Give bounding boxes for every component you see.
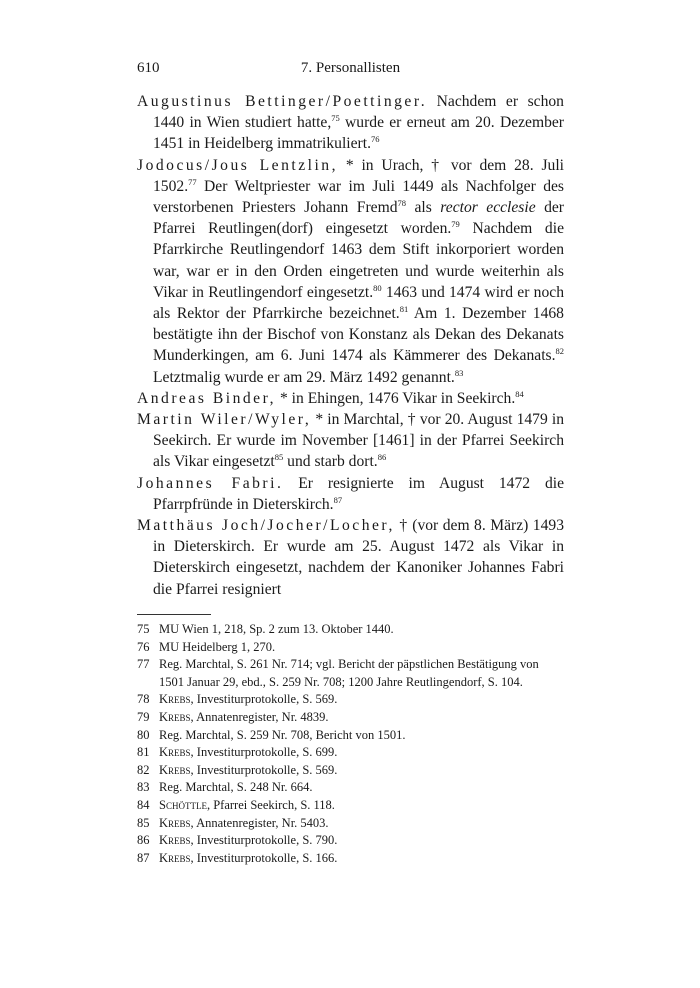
person-name: Martin Wiler/Wyler, xyxy=(137,411,312,429)
footnote-number: 79 xyxy=(137,709,150,724)
entry-text: * in Ehingen, 1476 Vikar in Seekirch. xyxy=(279,389,516,407)
person-entry xyxy=(137,515,564,600)
footnote-text: , Investiturprotokolle, S. 790. xyxy=(190,833,338,848)
footnote-number: 80 xyxy=(137,727,150,742)
footnote xyxy=(137,762,564,780)
footnote-text: Reg. Marchtal, S. 248 Nr. 664. xyxy=(159,780,313,795)
footnote xyxy=(137,779,564,797)
footnote-ref: 81 xyxy=(399,304,409,315)
footnote-text: , Investiturprotokolle, S. 569. xyxy=(190,762,338,777)
author-name: Schöttle xyxy=(159,797,207,812)
footnote-ref: 85 xyxy=(274,452,284,463)
latin-term: rector ecclesie xyxy=(440,199,536,217)
author-name: Krebs xyxy=(159,850,191,865)
footnote-ref: 86 xyxy=(377,452,387,463)
footnote-number: 81 xyxy=(137,745,150,760)
footnote-ref: 87 xyxy=(333,494,343,505)
entry-text: * in Urach, † vor dem 28. Juli 1502. xyxy=(153,156,564,195)
footnote-text: Reg. Marchtal, S. 259 Nr. 708, Bericht von 1501. xyxy=(159,727,406,742)
footnote xyxy=(137,815,564,833)
footnote-text: Reg. Marchtal, S. 261 Nr. 714; vgl. Bericht der päpstlichen Bestätigung von 1501 Januar 29, ebd., S. 259 Nr. 708; 1200 Jahre Reutlingendorf, S. 104. xyxy=(159,657,539,689)
footnote-text: , Pfarrei Seekirch, S. 118. xyxy=(206,797,335,812)
footnote-number: 87 xyxy=(137,850,150,865)
entry-text: Er resignierte im August 1472 die Pfarrpfründe in Dieterskirch. xyxy=(153,474,564,513)
person-name: Augustinus Bettinger/Poettinger. xyxy=(137,93,428,110)
entry-text: Letztmalig wurde er am 29. März 1492 genannt. xyxy=(153,368,455,386)
running-title: 7. Personallisten xyxy=(300,60,401,76)
author-name: Krebs xyxy=(159,745,191,760)
footnote-ref: 82 xyxy=(555,346,564,357)
main-text xyxy=(137,91,564,600)
entry-text: * in Marchtal, † vor 20. August 1479 in Seekirch. Er wurde im November [1461] in der Pfarrei Seekirch als Vikar eingesetzt xyxy=(153,411,564,471)
footnote-ref: 84 xyxy=(515,388,524,399)
footnote-text: MU Heidelberg 1, 270. xyxy=(159,639,276,654)
entry-text: Nachdem er schon 1440 in Wien studiert hatte, xyxy=(153,93,564,132)
author-name: Krebs xyxy=(159,692,191,707)
footnote-number: 83 xyxy=(137,780,150,795)
entry-text: als xyxy=(414,199,432,217)
person-name: Matthäus Joch/Jocher/Locher, xyxy=(137,517,395,535)
footnote-text: MU Wien 1, 218, Sp. 2 zum 13. Oktober 1440. xyxy=(159,622,394,636)
footnote-number: 85 xyxy=(137,815,150,830)
footnote xyxy=(137,744,564,762)
entry-text: Am 1. Dezember 1468 bestätigte ihn der Bischof von Konstanz als Dekan des Dekanats Munderkingen, am 6. Juni 1474 als Kämmerer des Dekanats. xyxy=(153,305,564,365)
person-name: Jodocus/Jous Lentzlin, xyxy=(137,156,338,174)
footnote xyxy=(137,691,564,709)
footnote-text: , Investiturprotokolle, S. 699. xyxy=(190,745,338,760)
footnote-number: 78 xyxy=(137,692,150,707)
footnote-text: , Investiturprotokolle, S. 166. xyxy=(190,850,338,865)
person-entry xyxy=(137,155,564,388)
footnote-text: , Annatenregister, Nr. 5403. xyxy=(190,815,329,830)
footnote-text: , Investiturprotokolle, S. 569. xyxy=(190,692,338,707)
footnote-number: 77 xyxy=(137,657,150,672)
footnote-divider xyxy=(137,614,211,615)
person-name: Andreas Binder, xyxy=(137,389,277,407)
footnote-number: 84 xyxy=(137,797,150,812)
footnote-number: 82 xyxy=(137,762,150,777)
entry-text: Der Weltpriester war im Juli 1449 als Nachfolger des verstorbenen Priesters Johann Fremd xyxy=(153,177,564,217)
footnote xyxy=(137,656,564,691)
footnote-ref: 78 xyxy=(397,198,407,209)
person-entry xyxy=(137,409,564,473)
author-name: Krebs xyxy=(159,833,191,848)
entry-text: 1463 und 1474 wird er noch als Rektor der Pfarrkirche bezeichnet. xyxy=(153,283,564,323)
person-entry xyxy=(137,388,564,409)
author-name: Krebs xyxy=(159,709,191,724)
footnote xyxy=(137,727,564,745)
footnote-ref: 75 xyxy=(331,113,340,124)
footnote xyxy=(137,850,564,868)
footnote xyxy=(137,621,564,639)
footnote xyxy=(137,639,564,657)
footnote-number: 86 xyxy=(137,833,150,848)
person-entry xyxy=(137,91,564,155)
author-name: Krebs xyxy=(159,815,191,830)
entry-text: † (vor dem 8. März) 1493 in Dieterskirch. Er wurde am 25. August 1472 als Vikar in Dieterskirch eingesetzt, nachdem der Kanoniker Johannes Fabri die Pfarrei resigniert xyxy=(153,517,564,598)
footnote-number: 75 xyxy=(137,622,150,636)
footnote-text: , Annatenregister, Nr. 4839. xyxy=(190,709,329,724)
entry-text: der Pfarrei Reutlingen(dorf) eingesetzt worden. xyxy=(153,199,565,238)
author-name: Krebs xyxy=(159,762,191,777)
person-name: Johannes Fabri. xyxy=(137,474,284,492)
entry-text: Nachdem die Pfarrkirche Reutlingendorf 1463 dem Stift inkorporiert worden war, war er in den Orden eingetreten und wurde weiterhin als Vikar in Reutlingendorf eingesetzt. xyxy=(153,220,564,301)
footnote xyxy=(137,709,564,727)
person-entry xyxy=(137,473,564,515)
page-number: 610 xyxy=(137,60,160,76)
footnote xyxy=(137,832,564,850)
footnote-ref: 79 xyxy=(451,219,460,230)
footnote-ref: 76 xyxy=(370,134,380,145)
footnote xyxy=(137,797,564,815)
page-header xyxy=(137,60,564,80)
footnotes xyxy=(137,621,564,867)
footnote-ref: 77 xyxy=(188,176,197,187)
footnote-ref: 83 xyxy=(454,367,464,378)
entry-text: und starb dort. xyxy=(287,453,378,471)
entry-text: wurde er erneut am 20. Dezember 1451 in Heidelberg immatrikuliert. xyxy=(153,114,565,153)
footnote-number: 76 xyxy=(137,639,150,654)
footnote-ref: 80 xyxy=(373,282,382,293)
